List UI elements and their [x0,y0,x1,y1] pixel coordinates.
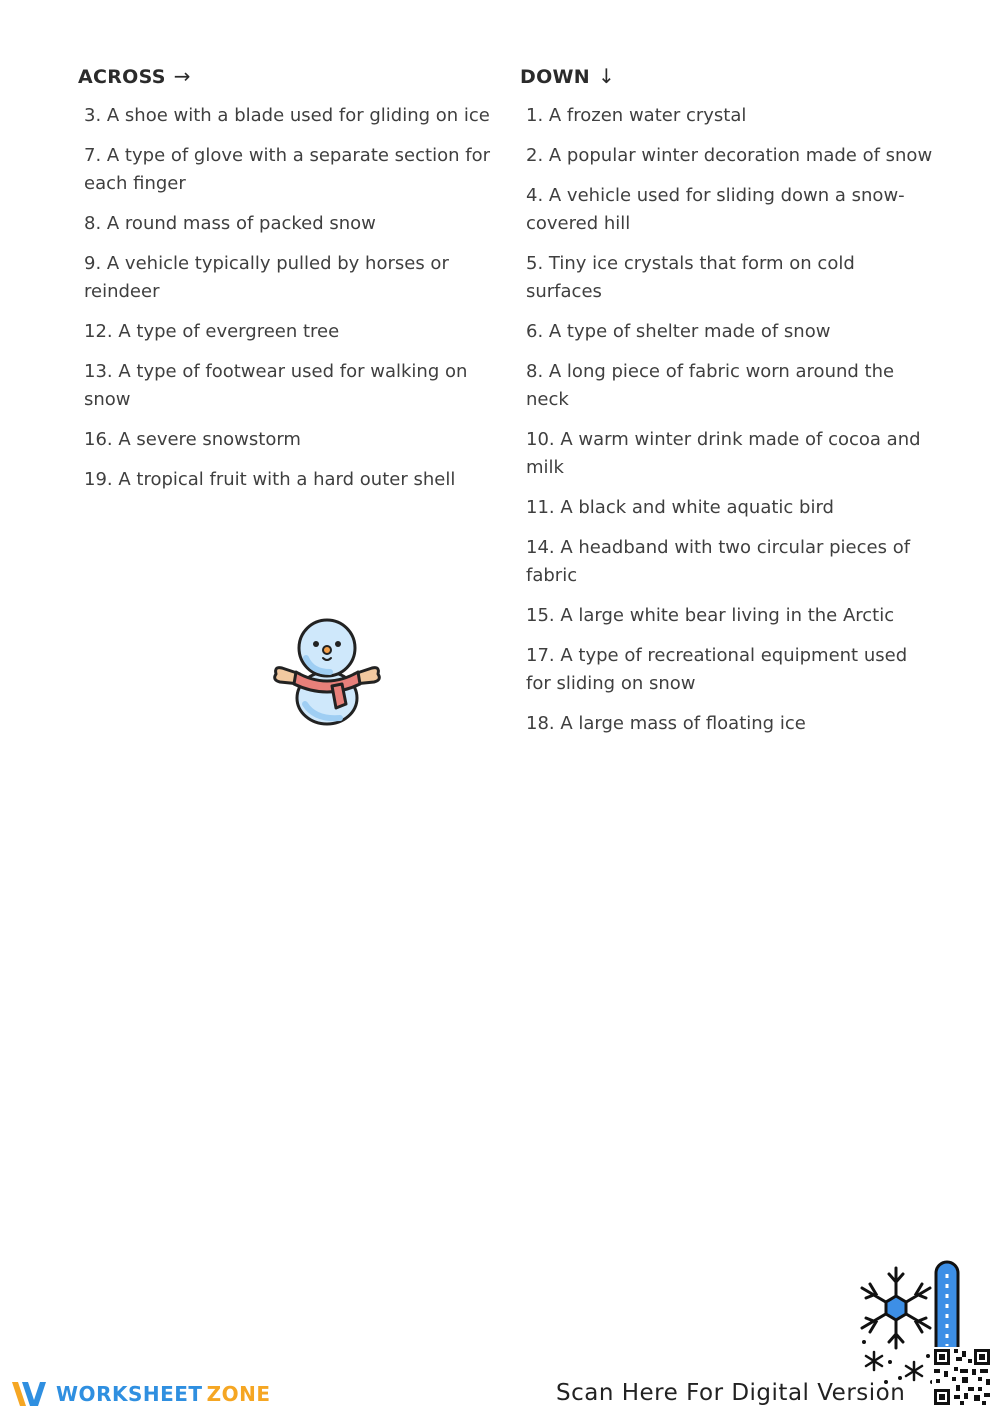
down-heading-label: DOWN [520,66,590,88]
right-arrow-icon: → [173,64,191,88]
down-clue: 17. A type of recreational equipment used for sliding on snow [526,645,908,694]
across-clue: 12. A type of evergreen tree [84,321,340,342]
down-clue: 6. A type of shelter made of snow [526,321,831,342]
down-clue: 10. A warm winter drink made of cocoa and milk [526,429,921,478]
qr-code-icon[interactable] [932,1347,992,1407]
across-heading [78,62,498,90]
down-clue: 1. A frozen water crystal [526,105,747,126]
down-clue: 2. A popular winter decoration made of snow [526,145,933,166]
scan-instruction: Scan Here For Digital Version [556,1380,906,1406]
across-clue: 8. A round mass of packed snow [84,213,376,234]
down-clue: 11. A black and white aquatic bird [526,497,834,518]
snowman-icon [270,612,384,728]
brand-name-part2: ZONE [206,1382,271,1406]
down-clue: 5. Tiny ice crystals that form on cold surfaces [526,253,855,302]
across-heading-label: ACROSS [78,66,166,88]
worksheetzone-logo[interactable] [10,1376,270,1412]
brand-name-part1: WORKSHEET [56,1382,203,1406]
across-clue: 9. A vehicle typically pulled by horses or reindeer [84,253,449,302]
across-clue: 7. A type of glove with a separate section for each finger [84,145,490,194]
down-heading [520,62,940,90]
down-arrow-icon: ↓ [597,64,616,88]
across-column [78,62,498,506]
worksheetzone-logo-icon [10,1378,50,1410]
down-clue: 14. A headband with two circular pieces of fabric [526,537,911,586]
down-clue: 4. A vehicle used for sliding down a snow-covered hill [526,185,905,234]
across-clue: 13. A type of footwear used for walking on snow [84,361,468,410]
across-clue: 16. A severe snowstorm [84,429,301,450]
down-column [520,62,940,750]
across-clue: 19. A tropical fruit with a hard outer shell [84,469,456,490]
across-clue: 3. A shoe with a blade used for gliding on ice [84,105,490,126]
down-clue: 8. A long piece of fabric worn around the neck [526,361,895,410]
down-clue: 15. A large white bear living in the Arctic [526,605,895,626]
down-clue: 18. A large mass of floating ice [526,713,806,734]
